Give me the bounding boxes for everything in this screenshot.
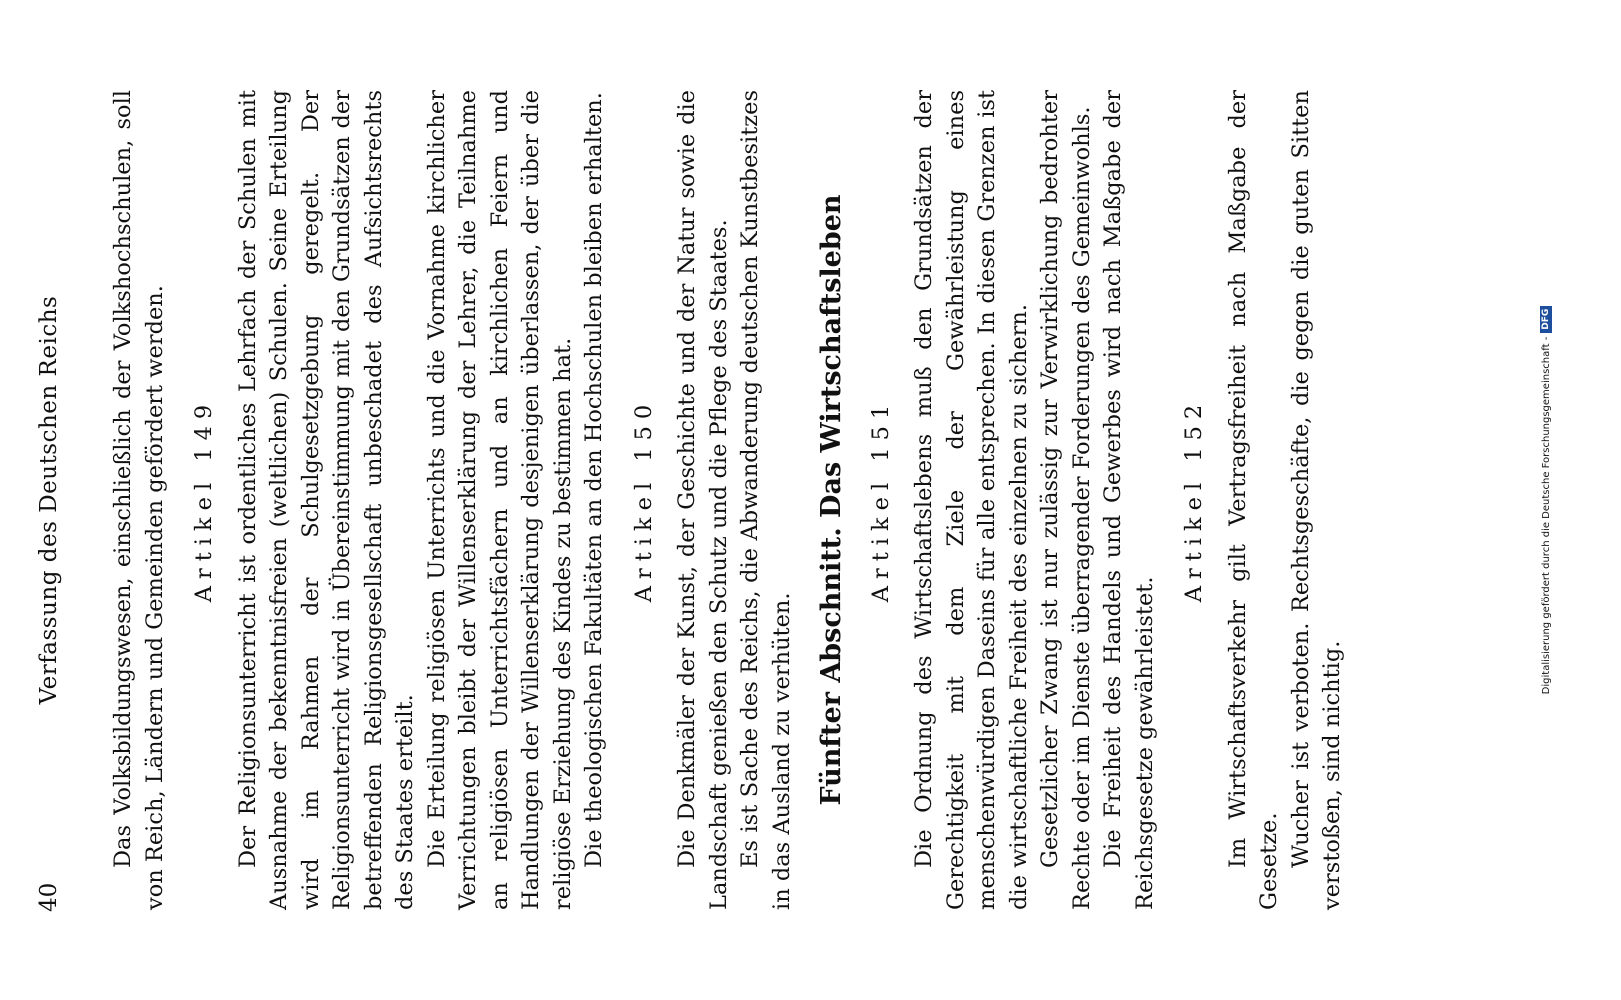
running-title: Verfassung des Deutschen Reichs (36, 295, 62, 705)
article-151-paragraph-1: Die Ordnung des Wirtschaftslebens muß den Grundsätzen der Gerechtigkeit mit dem Ziele der Gewährleistung eines menschenwürdigen Daseins für alle entsprechen. In diesen Grenzen ist die wirtschaftliche Freiheit des einzelnen zu sichern. (911, 90, 1032, 910)
section-heading: Fünfter Abschnitt. Das Wirtschaftsleben (816, 194, 847, 806)
article-152-paragraph-2: Wucher ist verboten. Rechtsgeschäfte, die gegen die guten Sitten verstoßen, sind nichtig. (1287, 90, 1345, 910)
article-151-heading: Artikel 151 (867, 397, 894, 603)
digitization-note (1540, 0, 1552, 1000)
page-number: 40 (36, 882, 62, 912)
article-152-paragraph-1: Im Wirtschaftsverkehr gilt Vertragsfreiheit nach Maßgabe der Gesetze. (1224, 90, 1282, 910)
article-150-paragraph-2: Es ist Sache des Reichs, die Abwanderung deutschen Kunstbesitzes in das Ausland zu verhüten. (737, 90, 795, 910)
article-149-paragraph-2: Die Erteilung religiösen Unterrichts und die Vornahme kirchlicher Verrichtungen bleibt der Willenserklärung der Lehrer, die Teilnahme an religiösen Unterrichtsfächern und an kirchlichen Feiern und Handlungen der Willenserklärung desjenigen überlassen, der über die religiöse Erziehung des Kindes zu bestimmen hat. (423, 90, 576, 910)
article-152-heading: Artikel 152 (1181, 397, 1207, 603)
article-149-paragraph-3: Die theologischen Fakultäten an den Hochschulen bleiben erhalten. (581, 92, 607, 868)
article-150-heading: Artikel 150 (630, 397, 657, 603)
article-151-paragraph-3: Die Freiheit des Handels und Gewerbes wird nach Maßgabe der Reichsgesetze gewährleistet. (1100, 90, 1158, 910)
digitization-note-text: Digitalisierung gefördert durch die Deutsche Forschungsgemeinschaft - (1541, 336, 1552, 695)
body-text (108, 90, 1349, 910)
running-head (36, 0, 66, 1000)
article-151-paragraph-2: Gesetzlicher Zwang ist nur zulässig zur Verwirklichung bedrohter Rechte oder im Dienste überragender Forderungen des Gemeinwohls. (1037, 90, 1095, 910)
dfg-logo-icon: DFG (1540, 306, 1552, 333)
intro-paragraph: Das Volksbildungswesen, einschließlich der Volkshochschulen, soll von Reich, Ländern und Gemeinden gefördert werden. (110, 90, 168, 910)
article-149-heading: Artikel 149 (191, 397, 217, 603)
article-150-paragraph-1: Die Denkmäler der Kunst, der Geschichte und der Natur sowie die Landschaft genießen den Schutz und die Pflege des Staates. (674, 90, 732, 910)
article-149-paragraph-1: Der Religionsunterricht ist ordentliches Lehrfach der Schulen mit Ausnahme der bekenntnisfreien (weltlichen) Schulen. Seine Erteilung wird im Rahmen der Schulgesetzgebung geregelt. Der Religionsunterricht wird in Übereinstimmung mit den Grundsätzen der betreffenden Religionsgesellschaft unbeschadet des Aufsichtsrechts des Staates erteilt. (234, 90, 418, 910)
